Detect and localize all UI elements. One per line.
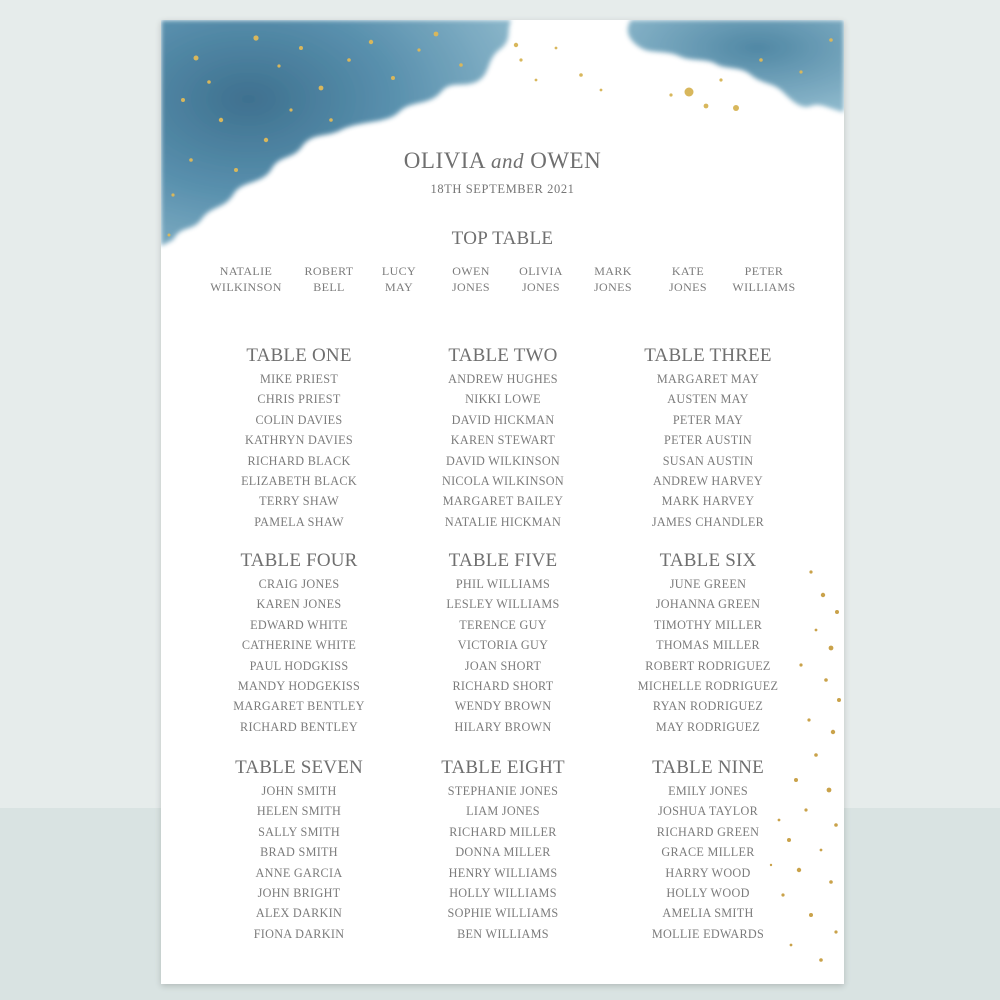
guest-first-name: OWEN — [452, 264, 490, 278]
table-six — [598, 548, 818, 737]
guest-name: FIONA DARKIN — [253, 926, 345, 941]
guest-name: HELEN SMITH — [256, 804, 342, 819]
guest-name: DAVID HICKMAN — [451, 412, 555, 427]
guest-name: MARK HARVEY — [661, 494, 755, 509]
guest-first-name: ROBERT — [304, 264, 354, 278]
guest-name: HENRY WILLIAMS — [448, 865, 558, 880]
guest-name: ROBERT RODRIGUEZ — [645, 658, 771, 673]
guest-name: MARGARET MAY — [656, 372, 760, 386]
seating-plan-card — [161, 20, 844, 984]
guest-list — [393, 369, 613, 532]
guest-name: DONNA MILLER — [455, 845, 551, 860]
table-heading: TABLE SEVEN — [235, 757, 363, 778]
guest-first-name: PETER — [744, 264, 784, 278]
guest-name: PETER AUSTIN — [664, 433, 752, 448]
guest-last-name: JONES — [521, 280, 560, 294]
guest-name: THOMAS MILLER — [656, 638, 760, 653]
name-one: OLIVIA — [403, 148, 485, 173]
guest-list — [598, 574, 818, 737]
table-heading: TABLE ONE — [246, 345, 352, 366]
guest-name: PAMELA SHAW — [254, 514, 344, 529]
guest-name: RICHARD SHORT — [452, 678, 554, 693]
top-table-heading: TOP TABLE — [451, 228, 554, 249]
guest-name: MAY RODRIGUEZ — [655, 719, 761, 734]
guest-name: ALEX DARKIN — [255, 906, 343, 921]
guest-name: STEPHANIE JONES — [447, 784, 559, 798]
table-heading: TABLE EIGHT — [441, 757, 565, 778]
blue-wash-top-left — [161, 20, 511, 246]
guest-name: RYAN RODRIGUEZ — [652, 699, 764, 714]
guest-name: MICHELLE RODRIGUEZ — [637, 678, 779, 693]
guest-name: JUNE GREEN — [669, 577, 747, 591]
guest-name: MOLLIE EDWARDS — [651, 926, 765, 941]
guest-last-name: JONES — [593, 280, 632, 294]
guest-name: TERENCE GUY — [459, 617, 547, 632]
table-eight — [393, 755, 613, 944]
table-five — [393, 548, 613, 737]
guest-name: EDWARD WHITE — [250, 617, 348, 632]
guest-name: AUSTEN MAY — [667, 392, 749, 407]
guest-name: KAREN STEWART — [450, 433, 556, 448]
guest-name: PAUL HODGKISS — [249, 658, 349, 673]
guest-name: SOPHIE WILLIAMS — [447, 906, 559, 921]
blue-wash-top-right — [628, 20, 844, 112]
guest-name: GRACE MILLER — [661, 845, 755, 860]
guest-name: PHIL WILLIAMS — [455, 577, 551, 591]
top-table-guests — [161, 263, 844, 303]
names-joiner: and — [490, 149, 524, 173]
guest-last-name: JONES — [451, 280, 490, 294]
wedding-date: 18TH SEPTEMBER 2021 — [430, 182, 575, 196]
guest-name: PETER MAY — [672, 412, 744, 427]
guest-name: EMILY JONES — [668, 784, 748, 798]
guest-name: AMELIA SMITH — [662, 906, 754, 921]
guest-list — [393, 574, 613, 737]
table-heading: TABLE FOUR — [240, 550, 358, 571]
guest-name: COLIN DAVIES — [255, 412, 343, 427]
couple-names — [161, 148, 844, 174]
table-four — [189, 548, 409, 737]
table-one — [189, 343, 409, 532]
guest-name: JOHN SMITH — [261, 784, 337, 798]
guest-name: CATHERINE WHITE — [241, 638, 357, 653]
guest-name: NATALIE HICKMAN — [444, 514, 562, 529]
top-table-guest — [714, 263, 814, 295]
guest-name: ANDREW HARVEY — [652, 473, 763, 488]
guest-name: MIKE PRIEST — [259, 372, 339, 386]
guest-name: RICHARD BENTLEY — [240, 719, 358, 734]
guest-list — [393, 781, 613, 944]
table-heading: TABLE NINE — [652, 757, 764, 778]
guest-name: RICHARD BLACK — [247, 453, 351, 468]
guest-name: VICTORIA GUY — [457, 638, 549, 653]
table-two — [393, 343, 613, 532]
guest-name: JAMES CHANDLER — [651, 514, 765, 529]
guest-last-name: BELL — [313, 280, 345, 294]
guest-name: LIAM JONES — [466, 804, 540, 819]
guest-name: KAREN JONES — [256, 597, 342, 612]
table-nine — [598, 755, 818, 944]
guest-list — [189, 369, 409, 532]
guest-name: JOSHUA TAYLOR — [657, 804, 759, 819]
guest-name: RICHARD GREEN — [656, 824, 760, 839]
guest-name: ANDREW HUGHES — [448, 372, 558, 386]
table-heading: TABLE TWO — [448, 345, 558, 366]
guest-name: BRAD SMITH — [260, 845, 338, 860]
guest-name: CRAIG JONES — [258, 577, 340, 591]
guest-name: HILARY BROWN — [454, 719, 552, 734]
table-heading: TABLE FIVE — [448, 550, 558, 571]
guest-list — [189, 781, 409, 944]
guest-name: MARGARET BAILEY — [442, 494, 564, 509]
guest-last-name: WILKINSON — [210, 280, 282, 294]
table-heading: TABLE SIX — [659, 550, 757, 571]
guest-first-name: NATALIE — [219, 264, 273, 278]
guest-name: MANDY HODGEKISS — [237, 678, 361, 693]
guest-name: RICHARD MILLER — [449, 824, 557, 839]
guest-first-name: MARK — [594, 264, 632, 278]
guest-name: NICOLA WILKINSON — [441, 473, 565, 488]
guest-name: KATHRYN DAVIES — [245, 433, 353, 448]
guest-last-name: JONES — [668, 280, 707, 294]
guest-first-name: KATE — [671, 264, 705, 278]
guest-name: HOLLY WOOD — [666, 885, 750, 900]
table-seven — [189, 755, 409, 944]
guest-name: TERRY SHAW — [259, 494, 339, 509]
name-two: OWEN — [530, 148, 602, 173]
guest-name: TIMOTHY MILLER — [653, 617, 763, 632]
guest-name: JOAN SHORT — [464, 658, 542, 673]
guest-name: LESLEY WILLIAMS — [446, 597, 560, 612]
guest-name: WENDY BROWN — [454, 699, 552, 714]
guest-list — [598, 781, 818, 944]
guest-name: CHRIS PRIEST — [257, 392, 341, 407]
guest-first-name: OLIVIA — [519, 264, 563, 278]
guest-last-name: MAY — [384, 280, 414, 294]
guest-name: SALLY SMITH — [258, 824, 340, 839]
guest-first-name: LUCY — [381, 264, 417, 278]
guest-list — [189, 574, 409, 737]
guest-last-name: WILLIAMS — [732, 280, 796, 294]
guest-name: ANNE GARCIA — [255, 865, 343, 880]
guest-name: MARGARET BENTLEY — [233, 699, 365, 714]
guest-name: HOLLY WILLIAMS — [449, 885, 557, 900]
guest-name: HARRY WOOD — [665, 865, 751, 880]
table-heading: TABLE THREE — [644, 345, 772, 366]
guest-name: BEN WILLIAMS — [457, 926, 549, 941]
guest-list — [598, 369, 818, 532]
guest-name: JOHANNA GREEN — [655, 597, 761, 612]
guest-name: JOHN BRIGHT — [257, 885, 341, 900]
guest-name: NIKKI LOWE — [465, 392, 541, 407]
guest-name: ELIZABETH BLACK — [241, 473, 357, 488]
guest-name: SUSAN AUSTIN — [662, 453, 754, 468]
table-three — [598, 343, 818, 532]
guest-name: DAVID WILKINSON — [445, 453, 561, 468]
